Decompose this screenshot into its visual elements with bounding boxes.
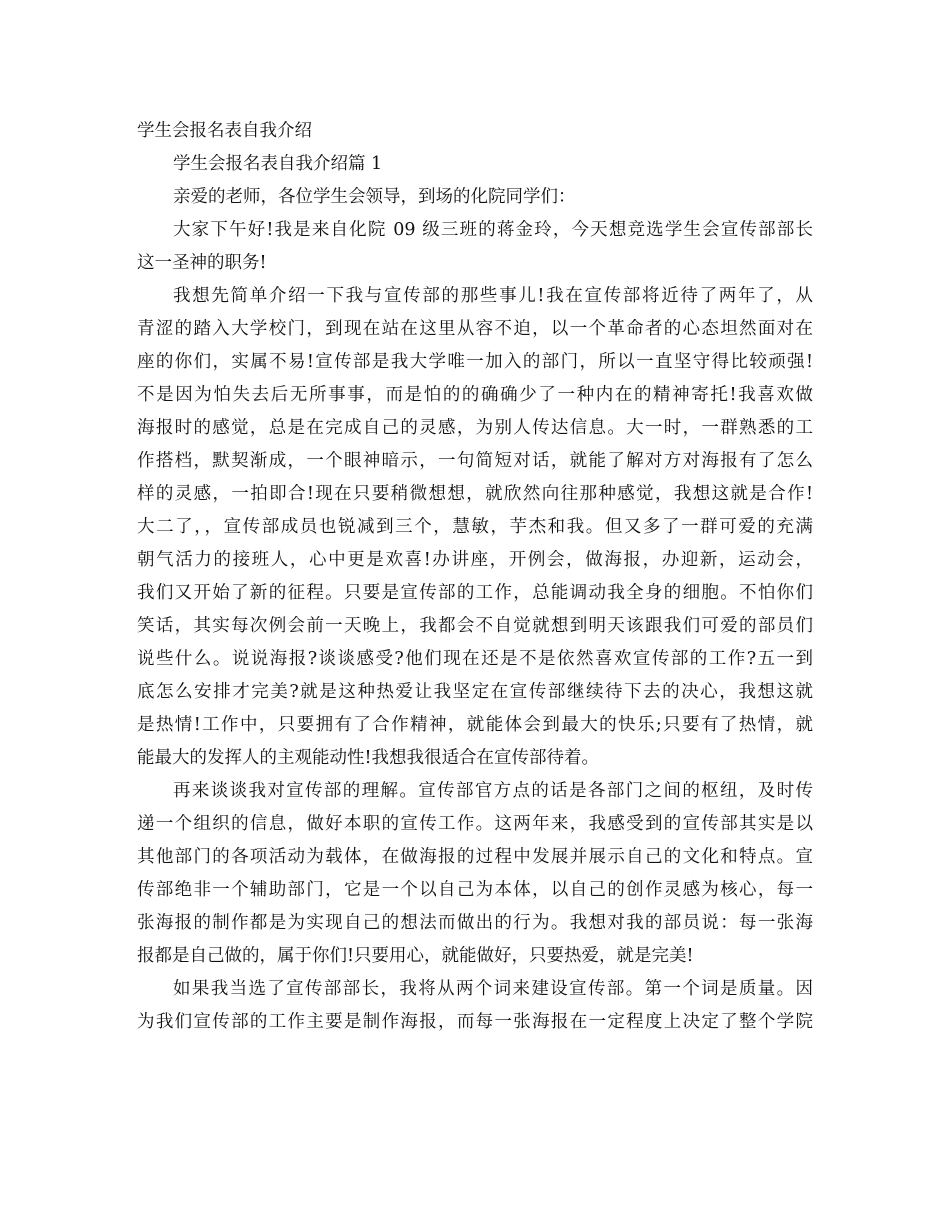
paragraph-line: 座的你们，实属不易!宣传部是我大学唯一加入的部门，所以一直坚守得比较顽强!: [137, 352, 813, 372]
paragraph-line: 张海报的制作都是为实现自己的想法而做出的行为。我想对我的部员说：每一张海: [137, 913, 813, 933]
paragraph-line: 递一个组织的信息，做好本职的宣传工作。这两年来，我感受到的宣传部其实是以: [137, 814, 813, 834]
paragraph-line: 海报时的感觉，总是在完成自己的灵感，为别人传达信息。大一时，一群熟悉的工: [137, 418, 813, 438]
paragraph-line: 大家下午好!我是来自化院 09 级三班的蒋金玲，今天想竞选学生会宣传部部长: [173, 220, 813, 240]
paragraph-line: 底怎么安排才完美?就是这种热爱让我坚定在宣传部继续待下去的决心，我想这就: [137, 682, 813, 702]
paragraph-line: 青涩的踏入大学校门，到现在站在这里从容不迫，以一个革命者的心态坦然面对在: [137, 319, 813, 339]
paragraph-line: 样的灵感，一拍即合!现在只要稍微想想，就欣然向往那种感觉，我想这就是合作!: [137, 484, 813, 504]
paragraph: [137, 280, 813, 775]
paragraph-line: 如果我当选了宣传部部长，我将从两个词来建设宣传部。第一个词是质量。因: [173, 979, 813, 999]
paragraph-line: 我想先简单介绍一下我与宣传部的那些事儿!我在宣传部将近待了两年了，从: [173, 286, 813, 306]
paragraph: [137, 214, 813, 280]
paragraph-line: 传部绝非一个辅助部门，它是一个以自己为本体，以自己的创作灵感为核心，每一: [137, 880, 813, 900]
paragraph-line: 其他部门的各项活动为载体，在做海报的过程中发展并展示自己的文化和特点。宣: [137, 847, 813, 867]
paragraph-line: 是热情!工作中，只要拥有了合作精神，就能体会到最大的快乐;只要有了热情，就: [137, 715, 813, 735]
paragraph-line: 不是因为怕失去后无所事事，而是怕的的确确少了一种内在的精神寄托!我喜欢做: [137, 385, 813, 405]
paragraph-line: 大二了，，宣传部成员也锐减到三个，慧敏，芋杰和我。但又多了一群可爱的充满: [137, 517, 813, 537]
paragraph-line: 作搭档，默契渐成，一个眼神暗示，一句简短对话，就能了解对方对海报有了怎么: [137, 451, 813, 471]
paragraph-line: 朝气活力的接班人，心中更是欢喜!办讲座，开例会，做海报，办迎新，运动会，: [137, 550, 813, 570]
greeting-line: 亲爱的老师，各位学生会领导，到场的化院同学们：: [173, 187, 576, 207]
paragraph-line: 为我们宣传部的工作主要是制作海报，而每一张海报在一定程度上决定了整个学院: [137, 1012, 813, 1032]
document-title: 学生会报名表自我介绍: [137, 121, 312, 141]
paragraph-line: 我们又开始了新的征程。只要是宣传部的工作，总能调动我全身的细胞。不怕你们: [137, 583, 813, 603]
paragraph-line: 这一圣神的职务!: [137, 253, 267, 273]
paragraph-line: 笑话，其实每次例会前一天晚上，我都会不自觉就想到明天该跟我们可爱的部员们: [137, 616, 813, 636]
paragraph-line: 报都是自己做的，属于你们!只要用心，就能做好，只要热爱，就是完美!: [137, 946, 694, 966]
paragraph-line: 再来谈谈我对宣传部的理解。宣传部官方点的话是各部门之间的枢纽，及时传: [173, 781, 813, 801]
document-subtitle: 学生会报名表自我介绍篇 1: [173, 154, 383, 174]
paragraph-line: 说些什么。说说海报?谈谈感受?他们现在还是不是依然喜欢宣传部的工作?五一到: [137, 649, 813, 669]
document-page: [137, 115, 813, 1039]
paragraph-line: 能最大的发挥人的主观能动性!我想我很适合在宣传部待着。: [137, 748, 600, 768]
paragraph: [137, 973, 813, 1039]
paragraph: [137, 775, 813, 973]
